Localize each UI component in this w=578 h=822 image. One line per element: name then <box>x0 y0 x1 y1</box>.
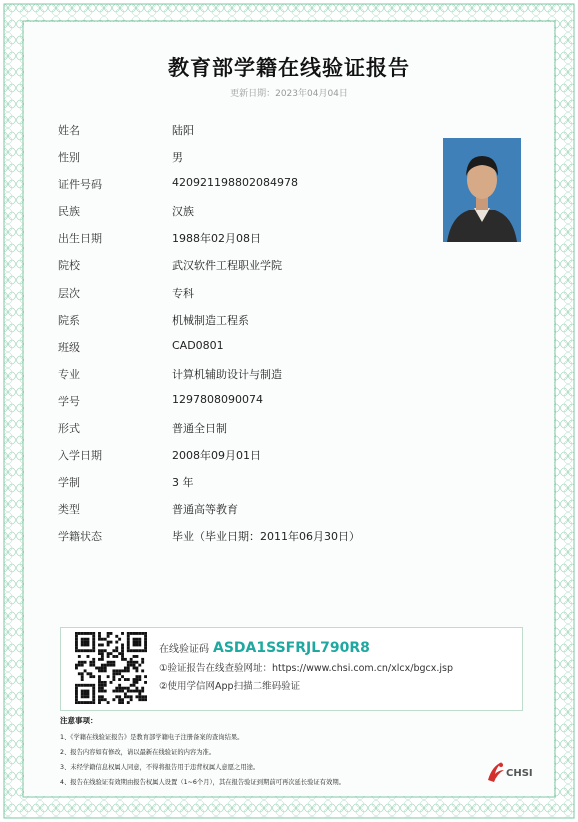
field-label: 专业 <box>58 367 80 381</box>
chsi-logo-icon <box>486 760 506 784</box>
note-item: 4、报告在线验证有效期由报告权属人设置（1~6个月），其在报告验证到期前可再次延长验证有效期。 <box>60 779 345 786</box>
field-label: 院系 <box>58 313 80 327</box>
verify-code: ASDA1SSFRJL790R8 <box>213 640 370 656</box>
field-value: 普通高等教育 <box>172 503 238 517</box>
field-row-school <box>58 253 438 280</box>
field-label: 性别 <box>58 151 80 165</box>
field-label: 民族 <box>58 205 80 219</box>
update-date: 更新日期：2023年04月04日 <box>230 89 348 99</box>
field-label: 姓名 <box>58 124 80 137</box>
field-label: 班级 <box>58 340 80 354</box>
field-value: 武汉软件工程职业学院 <box>172 259 282 273</box>
field-row-duration <box>58 470 438 497</box>
field-row-ethnicity <box>58 199 438 226</box>
field-row-type <box>58 497 438 524</box>
student-photo <box>443 138 521 242</box>
field-label: 学籍状态 <box>58 530 102 544</box>
notes-title: 注意事项： <box>60 716 98 725</box>
field-value: 1297808090074 <box>172 392 263 406</box>
field-row-name <box>58 118 438 145</box>
note-item: 2、报告内容如有修改，请以最新在线验证的内容为准。 <box>60 749 216 756</box>
field-value: 机械制造工程系 <box>172 313 249 327</box>
field-value: 专科 <box>172 286 194 300</box>
verification-info <box>159 640 509 692</box>
field-row-student-id <box>58 389 438 416</box>
person-photo-icon <box>443 138 521 242</box>
field-label: 类型 <box>58 503 80 517</box>
field-value: 3 年 <box>172 476 194 490</box>
page-title: 教育部学籍在线验证报告 <box>168 56 410 80</box>
chsi-logo <box>486 760 542 784</box>
field-label: 院校 <box>58 259 80 273</box>
verify-code-label: 在线验证码 <box>159 644 209 655</box>
field-row-gender <box>58 145 438 172</box>
student-fields <box>58 118 438 552</box>
field-row-enroll-date <box>58 443 438 470</box>
field-label: 学号 <box>58 394 80 408</box>
chsi-logo-text: CHSI <box>506 768 533 779</box>
field-row-id-number <box>58 172 438 199</box>
field-value: 计算机辅助设计与制造 <box>172 367 282 381</box>
note-item: 3、未经学籍信息权属人同意，不得将报告用于违背权属人意愿之用途。 <box>60 764 260 771</box>
field-row-class <box>58 335 438 362</box>
field-value: CAD0801 <box>172 338 224 352</box>
field-row-level <box>58 281 438 308</box>
field-label: 层次 <box>58 286 80 300</box>
field-row-status <box>58 524 438 551</box>
field-value: 汉族 <box>172 205 194 219</box>
field-label: 学制 <box>58 476 80 490</box>
notes-section <box>60 715 480 792</box>
field-value: 普通全日制 <box>172 422 227 436</box>
field-label: 出生日期 <box>58 232 102 246</box>
field-value: 毕业（毕业日期：2011年06月30日） <box>172 530 360 544</box>
field-row-form <box>58 416 438 443</box>
qr-code-icon[interactable] <box>75 632 147 704</box>
field-label: 证件号码 <box>58 178 102 192</box>
verify-url-line: ①验证报告在线查验网址：https://www.chsi.com.cn/xlcx/bgcx.jsp <box>159 663 453 674</box>
verify-app-line: ②使用学信网App扫描二维码验证 <box>159 681 301 692</box>
field-label: 入学日期 <box>58 449 102 463</box>
field-value: 2008年09月01日 <box>172 449 261 463</box>
field-row-major <box>58 362 438 389</box>
note-item: 1、《学籍在线验证报告》是教育部学籍电子注册备案的查询结果。 <box>60 734 244 741</box>
verify-code-line <box>159 640 509 656</box>
verification-box <box>60 627 523 711</box>
field-row-department <box>58 308 438 335</box>
field-row-birth-date <box>58 226 438 253</box>
field-value: 420921198802084978 <box>172 176 298 190</box>
field-value: 男 <box>172 151 183 165</box>
field-label: 形式 <box>58 422 80 436</box>
field-value: 陆阳 <box>172 124 194 137</box>
field-value: 1988年02月08日 <box>172 232 261 246</box>
